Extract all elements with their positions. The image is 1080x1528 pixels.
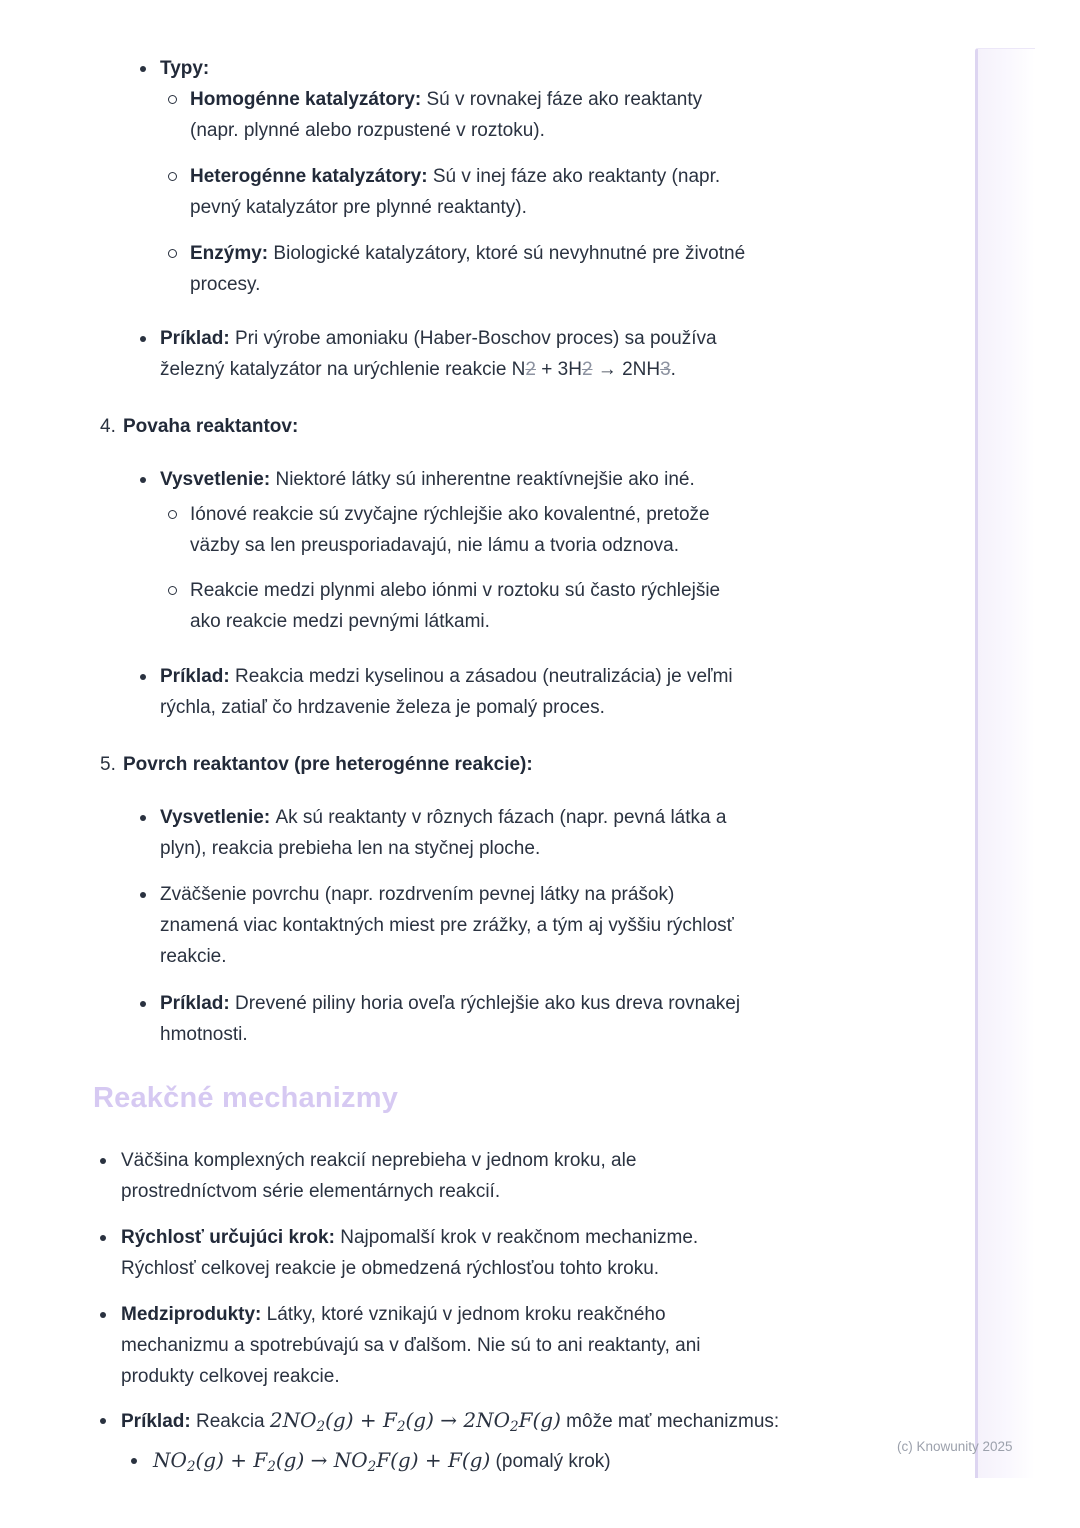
- list-item: [140, 464, 940, 495]
- circle-bullet-icon: [168, 499, 190, 519]
- text-segment: Zväčšenie povrchu (napr. rozdrvením pevnej látky na prášok): [160, 884, 675, 905]
- circle-bullet-icon: [168, 84, 190, 104]
- text-segment: Príklad:: [160, 328, 235, 349]
- text-segment: rýchla, zatiaľ čo hrdzavenie železa je pomalý proces.: [160, 697, 605, 718]
- text-segment: 2: [525, 359, 536, 380]
- text-segment: Reakčné mechanizmy: [93, 1082, 399, 1114]
- text-segment: Príklad:: [160, 993, 235, 1014]
- list-number-marker: 5.: [100, 754, 116, 775]
- text-segment: Príklad:: [121, 1411, 196, 1432]
- numbered-item: [100, 749, 940, 780]
- text-segment: Povaha reaktantov:: [123, 416, 299, 437]
- circle-bullet-icon: [168, 161, 190, 181]
- text-segment: Sú v inej fáze ako reaktanty (napr.: [432, 166, 721, 187]
- list-item: [140, 323, 940, 385]
- text-segment: Pri výrobe amoniaku (Haber-Boschov proces) sa používa: [234, 328, 717, 349]
- text-segment: Vysvetlenie:: [160, 469, 276, 490]
- list-item: [140, 802, 940, 864]
- text-segment: Látky, ktoré vznikajú v jednom kroku reakčného: [266, 1304, 666, 1325]
- text-segment: 2: [396, 1419, 406, 1435]
- bullet-icon: [131, 1445, 153, 1464]
- list-item-text: [160, 323, 940, 385]
- bullet-icon: [140, 802, 160, 821]
- text-segment: Biologické katalyzátory, ktoré sú nevyhnutné pre životné: [273, 243, 746, 264]
- text-segment: Iónové reakcie sú zvyčajne rýchlejšie ako kovalentné, pretože: [190, 504, 710, 525]
- text-segment: môže mať mechanizmus:: [560, 1411, 780, 1432]
- text-segment: + 3H: [535, 359, 582, 380]
- list-item-text: [160, 661, 940, 723]
- text-segment: Najpomalší krok v reakčnom mechanizme.: [340, 1227, 699, 1248]
- list-item-text: [160, 988, 940, 1050]
- bullet-icon: [140, 988, 160, 1007]
- text-segment: Príklad:: [160, 666, 235, 687]
- text-segment: Rýchlosť celkovej reakcie je obmedzená rýchlosťou tohto kroku.: [121, 1258, 660, 1279]
- list-item: [100, 1222, 940, 1284]
- text-segment: Vysvetlenie:: [160, 807, 276, 828]
- text-segment: mechanizmu a spotrebúvajú sa v ďalšom. Nie sú to ani reaktanty, ani: [121, 1335, 701, 1356]
- circle-bullet-icon: [168, 575, 190, 595]
- list-item-text: [190, 575, 940, 637]
- list-item-text: [190, 499, 940, 561]
- circle-bullet-icon: [168, 238, 190, 258]
- list-item: [131, 1445, 940, 1483]
- text-segment: 2: [367, 1459, 377, 1475]
- text-segment: (g) → NO: [275, 1448, 368, 1472]
- list-item-text: [160, 802, 940, 864]
- list-number-marker: 4.: [100, 416, 116, 437]
- list-item-text: [160, 879, 940, 972]
- bullet-icon: [100, 1222, 121, 1241]
- list-item: [100, 1405, 940, 1443]
- text-segment: Reakcia: [195, 1411, 270, 1432]
- text-segment: 2: [267, 1459, 276, 1475]
- document-blocks: [93, 53, 940, 1483]
- bullet-icon: [140, 464, 160, 483]
- list-item: [100, 1145, 940, 1207]
- list-item-text: [123, 411, 940, 442]
- text-segment: hmotnosti.: [160, 1024, 248, 1045]
- text-segment: 2: [581, 359, 593, 380]
- text-segment: (g) + F: [325, 1408, 397, 1432]
- text-segment: F(g): [518, 1408, 561, 1432]
- text-segment: znamená viac kontaktných miest pre zrážky, a tým aj vyššiu rýchlosť: [160, 915, 734, 936]
- section-heading: [93, 1080, 940, 1117]
- text-segment: prostredníctvom série elementárnych reakcií.: [121, 1181, 501, 1202]
- text-segment: Drevené piliny horia oveľa rýchlejšie ako kus dreva rovnakej: [234, 993, 741, 1014]
- text-segment: Väčšina komplexných reakcií neprebieha v jednom kroku, ale: [121, 1150, 637, 1171]
- list-item-text: [121, 1145, 940, 1207]
- heading-text: [93, 1080, 940, 1117]
- bullet-icon: [100, 1145, 121, 1164]
- text-segment: Rýchlosť určujúci krok:: [121, 1227, 341, 1248]
- numbered-item: [100, 411, 940, 442]
- text-segment: Sú v rovnakej fáze ako reaktanty: [426, 89, 703, 110]
- page-edge-strip: [975, 48, 1035, 1478]
- text-segment: 2: [510, 1419, 519, 1435]
- list-item-text: [190, 161, 940, 223]
- text-segment: Niektoré látky sú inherentne reaktívnejšie ako iné.: [275, 469, 695, 490]
- text-segment: (napr. plynné alebo rozpustené v roztoku).: [190, 120, 545, 141]
- list-item: [140, 879, 940, 972]
- bullet-icon: [140, 879, 160, 898]
- list-item-text: [121, 1222, 940, 1284]
- bullet-icon: [140, 661, 160, 680]
- list-item-text: [153, 1445, 940, 1483]
- text-segment: Enzýmy:: [190, 243, 274, 264]
- list-item: [140, 53, 940, 84]
- text-segment: Povrch reaktantov (pre heterogénne reakcie):: [123, 754, 533, 775]
- text-segment: (g) + F: [195, 1448, 268, 1472]
- text-segment: Medziprodukty:: [121, 1304, 267, 1325]
- text-segment: 3: [660, 359, 671, 380]
- text-segment: F(g) + F(g): [376, 1448, 491, 1472]
- text-segment: 2NO: [269, 1408, 317, 1432]
- list-item-text: [121, 1299, 940, 1392]
- list-item-text: [160, 53, 940, 84]
- bullet-icon: [100, 1405, 121, 1424]
- text-segment: 2: [316, 1419, 326, 1435]
- copyright-footer: (c) Knowunity 2025: [897, 1439, 1013, 1454]
- text-segment: (g) → 2NO: [405, 1408, 510, 1432]
- list-item-text: [123, 749, 940, 780]
- list-item-text: [160, 464, 940, 495]
- text-segment: procesy.: [190, 274, 261, 295]
- text-segment: (pomalý krok): [490, 1451, 611, 1472]
- list-item-text: [190, 238, 940, 300]
- list-item: [140, 988, 940, 1050]
- bullet-icon: [140, 53, 160, 72]
- text-segment: produkty celkovej reakcie.: [121, 1366, 340, 1387]
- text-segment: NO: [153, 1448, 187, 1472]
- list-item: [168, 161, 940, 223]
- text-segment: Ak sú reaktanty v rôznych fázach (napr. pevná látka a: [275, 807, 727, 828]
- text-segment: Heterogénne katalyzátory:: [190, 166, 433, 187]
- list-item: [168, 499, 940, 561]
- list-item-text: [121, 1405, 940, 1443]
- text-segment: 2: [186, 1459, 196, 1475]
- list-item: [168, 238, 940, 300]
- list-item: [168, 84, 940, 146]
- text-segment: ako reakcie medzi pevnými látkami.: [190, 611, 490, 632]
- text-segment: väzby sa len preusporiadavajú, nie lámu a tvoria odznova.: [190, 535, 680, 556]
- bullet-icon: [100, 1299, 121, 1318]
- list-item: [100, 1299, 940, 1392]
- bullet-icon: [140, 323, 160, 342]
- text-segment: železný katalyzátor na urýchlenie reakcie N: [160, 359, 526, 380]
- text-segment: Reakcia medzi kyselinou a zásadou (neutralizácia) je veľmi: [234, 666, 733, 687]
- list-item: [168, 575, 940, 637]
- text-segment: Typy:: [160, 58, 210, 79]
- text-segment: pevný katalyzátor pre plynné reaktanty).: [190, 197, 527, 218]
- text-segment: Homogénne katalyzátory:: [190, 89, 427, 110]
- text-segment: plyn), reakcia prebieha len na styčnej ploche.: [160, 838, 541, 859]
- list-item-text: [190, 84, 940, 146]
- list-item: [140, 661, 940, 723]
- text-segment: Reakcie medzi plynmi alebo iónmi v roztoku sú často rýchlejšie: [190, 580, 721, 601]
- text-segment: .: [670, 359, 676, 380]
- text-segment: reakcie.: [160, 946, 227, 967]
- text-segment: → 2NH: [592, 359, 661, 380]
